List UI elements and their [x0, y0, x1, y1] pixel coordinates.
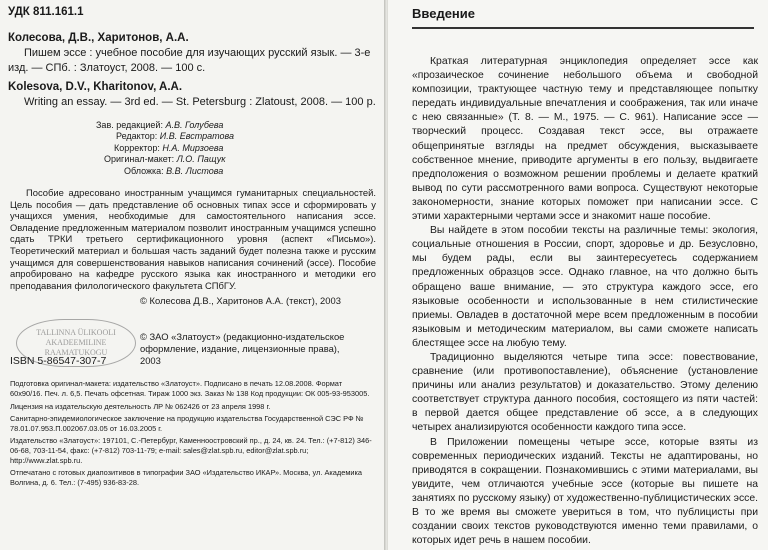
imprint-line: Издательство «Златоуст»: 197101, С.-Петербург, Каменноостровский пр., д. 24, кв. 24. Тел.: (+7-812) 346-06-68, 703-11-54, факс: (+7-812) 703-11-79; e-mail: sales@zlat.spb.ru, editor@zlat.spb.ru; http://www.zlat.spb.ru.	[10, 436, 372, 465]
authors-ru: Колесова, Д.В., Харитонов, А.А.	[8, 32, 189, 44]
bibliographic-description-en: Writing an essay. — 3rd ed. — St. Petersburg : Zlatoust, 2008. — 100 p.	[24, 96, 376, 108]
intro-paragraph: Традиционно выделяются четыре типа эссе: повествование, сравнение (или противопоставление), объяснение (установление причины или анализ результатов) и доказательство. Этому делению соответствует структура данного пособия, состоящего из пяти частей: в первой дается общее представление об эссе, а в следующих четырех анализируются особенности каждого типа эссе.	[412, 351, 758, 434]
imprint-line: Лицензия на издательскую деятельность ЛР № 062426 от 23 апреля 1998 г.	[10, 401, 271, 411]
credit-line: Корректор: Н.А. Мирзоева	[114, 142, 224, 153]
annotation-text: Пособие адресовано иностранным учащимся гуманитарных специальностей. Цель пособия — дать представление об основных типах эссе и сформировать у учащихся умения, необходимые для самостоятельного написания эссе. Овладение предложенным материалом позволит иностранным учащимся успешно сдать ТРКИ третьего сертификационного уровня (аспект «Письмо»). Теоретический материал и большая часть заданий будет полезна также и русским учащимся для совершенствования навыков написания сочинений (эссе). Пособие апробировано на кафедре русского языка как иностранного и методики его преподавания филологического факультета СПбГУ.	[10, 187, 376, 291]
credit-line: Редактор: И.В. Евстратова	[116, 131, 235, 141]
copyright-publisher: © ЗАО «Златоуст» (редакционно-издательское оформление, издание, лицензионные права), 2003	[140, 331, 345, 366]
udk-code: УДК 811.161.1	[8, 6, 84, 18]
intro-paragraph: Вы найдете в этом пособии тексты на различные темы: экология, социальные отношения в России, спорт, здоровье и др. Безусловно, мы будем рады, если вы заинтересуетесь содержанием предложенных образцов эссе. Однако главное, на что должно быть обращено ваше внимание, — это структура каждого эссе, его языковые особенности и использованные в нем стилистические приемы. Овладев в достаточной мере всем предложенным в пособии языковым и методическим материалом, вы сами сможете написать блестящее эссе на любую тему.	[412, 225, 758, 349]
credit-line: Зав. редакцией: А.В. Голубева	[96, 119, 224, 130]
library-stamp: TALLINNA ÜLIKOOLI AKADEEMILINE RAAMATUKOGU	[16, 319, 136, 367]
right-page	[388, 0, 768, 550]
credit-line: Обложка: В.В. Листова	[124, 165, 224, 176]
isbn: ISBN 5-86547-307-7	[10, 355, 107, 368]
copyright-block	[8, 295, 378, 379]
imprint-line: Санитарно-эпидемиологическое заключение на продукцию издательства Государственной СЭС РФ № 78.01.07.953.П.002067.03.05 от 16.03.2005 г.	[10, 414, 364, 433]
copyright-authors: © Колесова Д.В., Харитонов А.А. (текст), 2003	[140, 295, 341, 307]
intro-paragraph: В Приложении помещены четыре эссе, которые взяты из современных периодических изданий. Тексты не адаптированы, но приводятся в сокращении. Познакомившись с этими материалами, вы увидите, чем отличаются учебные эссе (которые вы пишете на занятиях по русскому языку) от художественно-публицистических эссе. В то же время вы сможете увериться в том, что публицисты при создании своих текстов руководствуются именно теми правилами, о которых идет речь в нашем пособии.	[412, 436, 758, 547]
credit-line: Оригинал-макет: Л.О. Пащук	[104, 154, 226, 164]
authors-en: Kolesova, D.V., Kharitonov, A.A.	[8, 81, 183, 93]
heading-rule	[412, 27, 754, 29]
bibliographic-description-ru: Пишем эссе : учебное пособие для изучающих русский язык. — 3-е изд. — СПб. : Златоуст, 2008. — 100 с.	[8, 47, 371, 74]
imprint-line: Отпечатано с готовых диапозитивов в типографии ЗАО «Издательство ИКАР». Москва, ул. Академика Волгина, д. 6. Тел.: (7-495) 936-83-28.	[10, 468, 363, 487]
imprint-block	[10, 379, 376, 487]
editorial-credits	[86, 120, 378, 178]
intro-paragraph: Краткая литературная энциклопедия определяет эссе как «прозаическое сочинение небольшого объема и свободной композиции, трактующее частную тему и представляющее попытку передать индивидуальные впечатления и соображения, так или иначе с нею связанные» (Т. 8. — М., 1975. — С. 961). Написание эссе — творческий процесс. Создавая текст эссе, вы отражаете общепринятые взгляды на предмет обсуждения, высказываете собственное мнение, приводите аргументы в его пользу, выдвигаете предположения о возможном решении проблемы и делаете краткий вывод по сути рассмотренного вами вопроса. Существуют некоторые закономерности, знание которых поможет при написании эссе. С этими характерными чертами эссе и знакомит наше пособие.	[412, 56, 758, 223]
imprint-line: Подготовка оригинал-макета: издательство «Златоуст». Подписано в печать 12.08.2008. Формат 60х90/16. Печ. л. 6,5. Печать офсетная. Тираж 1000 экз. Заказ № 138 Код продукции: ОК 005-93-953005.	[10, 379, 370, 398]
page-title: Введение	[412, 6, 475, 21]
